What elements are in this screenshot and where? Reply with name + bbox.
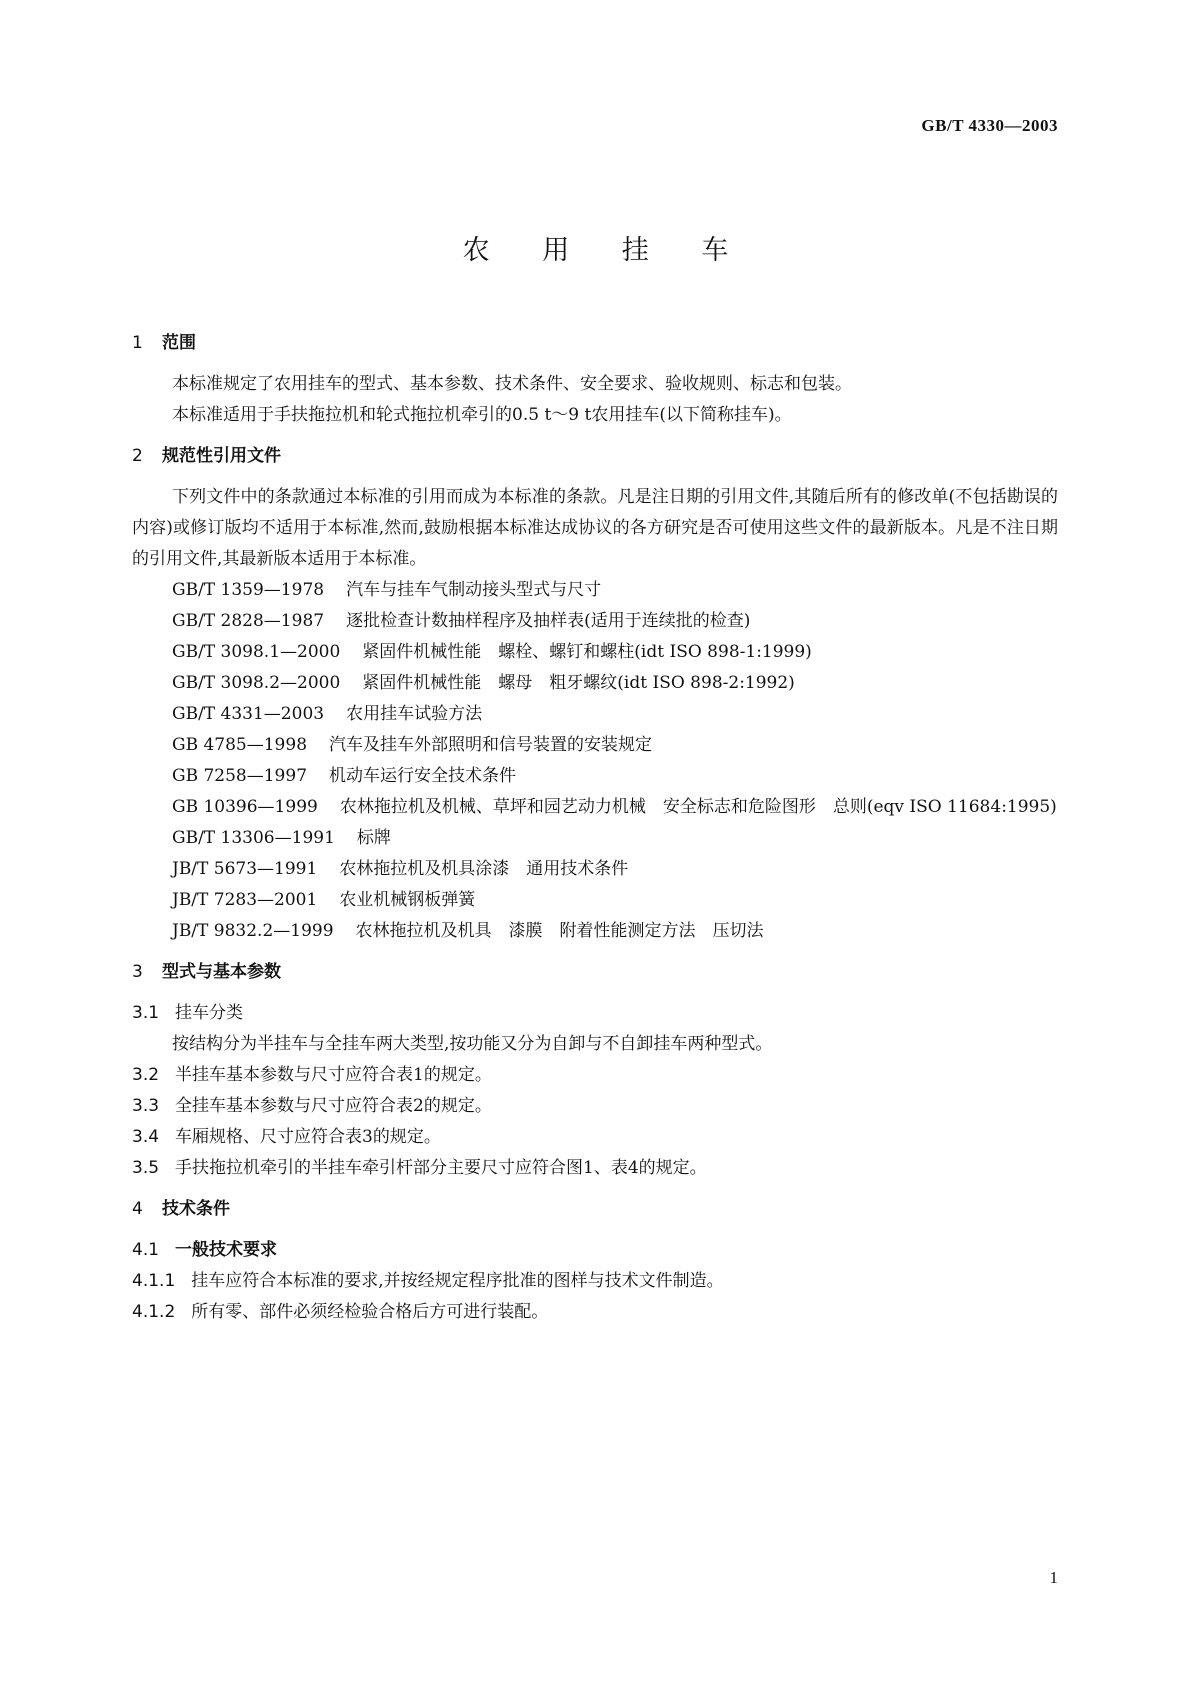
reference-title: 标牌 bbox=[356, 828, 391, 848]
paragraph: 本标准规定了农用挂车的型式、基本参数、技术条件、安全要求、验收规则、标志和包装。 bbox=[172, 374, 852, 394]
reference-code: GB/T 1359—1978 bbox=[172, 580, 325, 600]
paragraph: 下列文件中的条款通过本标准的引用而成为本标准的条款。凡是注日期的引用文件,其随后所有的修改单(不包括勘误的内容)或修订版均不适用于本标准,然而,鼓励根据本标准达成协议的各方研究是否可使用这些文件的最新版本。凡是不注日期的引用文件,其最新版本适用于本标准。 bbox=[132, 487, 1058, 569]
section-number: 1 bbox=[132, 333, 143, 353]
clause-number: 3.4 bbox=[132, 1127, 160, 1147]
section-3-heading bbox=[132, 957, 1058, 988]
document-title: 农 用 挂 车 bbox=[462, 235, 751, 266]
clause bbox=[132, 1235, 1058, 1266]
standard-code: GB/T 4330—2003 bbox=[921, 116, 1058, 135]
clause-text: 所有零、部件必须经检验合格后方可进行装配。 bbox=[191, 1302, 549, 1322]
reference-code: GB/T 3098.1—2000 bbox=[172, 642, 341, 662]
clause-text: 手扶拖拉机牵引的半挂车牵引杆部分主要尺寸应符合图1、表4的规定。 bbox=[175, 1158, 707, 1178]
clause bbox=[132, 1153, 1058, 1184]
section-title: 技术条件 bbox=[162, 1199, 230, 1219]
clause-number: 3.2 bbox=[132, 1065, 160, 1085]
reference-item bbox=[132, 761, 1058, 792]
reference-item bbox=[132, 916, 1058, 947]
reference-title: 农业机械钢板弹簧 bbox=[339, 890, 476, 910]
document-body bbox=[132, 328, 1058, 1328]
clause-text: 半挂车基本参数与尺寸应符合表1的规定。 bbox=[175, 1065, 492, 1085]
reference-code: GB/T 3098.2—2000 bbox=[172, 673, 341, 693]
clause bbox=[132, 1122, 1058, 1153]
reference-title: 农林拖拉机及机具涂漆 通用技术条件 bbox=[339, 859, 629, 879]
reference-item bbox=[132, 885, 1058, 916]
reference-item bbox=[132, 730, 1058, 761]
reference-title: 农林拖拉机及机具 漆膜 附着性能测定方法 压切法 bbox=[355, 921, 764, 941]
reference-code: JB/T 7283—2001 bbox=[172, 890, 318, 910]
section-title: 规范性引用文件 bbox=[162, 446, 281, 466]
clause-number: 4.1 bbox=[132, 1240, 160, 1260]
clause-number: 3.5 bbox=[132, 1158, 160, 1178]
reference-code: GB 10396—1999 bbox=[172, 797, 318, 817]
reference-item bbox=[132, 606, 1058, 637]
reference-title: 汽车与挂车气制动接头型式与尺寸 bbox=[346, 580, 602, 600]
clause-text: 全挂车基本参数与尺寸应符合表2的规定。 bbox=[175, 1096, 492, 1116]
reference-item bbox=[132, 823, 1058, 854]
clause bbox=[132, 1091, 1058, 1122]
reference-title: 农用挂车试验方法 bbox=[346, 704, 483, 724]
clause-text: 一般技术要求 bbox=[175, 1240, 278, 1260]
section-4-heading bbox=[132, 1194, 1058, 1225]
section-title: 范围 bbox=[162, 333, 196, 353]
reference-code: GB/T 4331—2003 bbox=[172, 704, 325, 724]
reference-code: JB/T 9832.2—1999 bbox=[172, 921, 334, 941]
reference-item bbox=[132, 854, 1058, 885]
paragraph: 按结构分为半挂车与全挂车两大类型,按功能又分为自卸与不自卸挂车两种型式。 bbox=[172, 1034, 773, 1054]
clause-text: 挂车分类 bbox=[175, 1003, 244, 1023]
reference-item bbox=[132, 575, 1058, 606]
reference-item bbox=[132, 699, 1058, 730]
reference-code: GB 4785—1998 bbox=[172, 735, 308, 755]
reference-title: 汽车及挂车外部照明和信号装置的安装规定 bbox=[329, 735, 653, 755]
clause bbox=[132, 998, 1058, 1029]
clause-number: 4.1.1 bbox=[132, 1271, 176, 1291]
paragraph: 本标准适用于手扶拖拉机和轮式拖拉机牵引的0.5 t～9 t农用挂车(以下简称挂车)。 bbox=[172, 405, 792, 425]
section-number: 4 bbox=[132, 1199, 143, 1219]
reference-item bbox=[132, 637, 1058, 668]
clause-number: 3.1 bbox=[132, 1003, 160, 1023]
reference-title: 逐批检查计数抽样程序及抽样表(适用于连续批的检查) bbox=[346, 611, 751, 631]
reference-title: 紧固件机械性能 螺栓、螺钉和螺柱(idt ISO 898-1:1999) bbox=[362, 642, 812, 662]
clause-number: 3.3 bbox=[132, 1096, 160, 1116]
section-2-heading bbox=[132, 441, 1058, 472]
clause-text: 挂车应符合本标准的要求,并按经规定程序批准的图样与技术文件制造。 bbox=[191, 1271, 724, 1291]
section-number: 2 bbox=[132, 446, 143, 466]
clause-text: 车厢规格、尺寸应符合表3的规定。 bbox=[175, 1127, 441, 1147]
reference-code: GB/T 2828—1987 bbox=[172, 611, 325, 631]
page-number: 1 bbox=[1049, 1568, 1058, 1587]
reference-title: 机动车运行安全技术条件 bbox=[329, 766, 517, 786]
clause bbox=[132, 1266, 1058, 1297]
clause bbox=[132, 1060, 1058, 1091]
section-title: 型式与基本参数 bbox=[162, 962, 281, 982]
section-1-heading bbox=[132, 328, 1058, 359]
reference-item bbox=[132, 668, 1058, 699]
section-number: 3 bbox=[132, 962, 143, 982]
reference-item bbox=[132, 792, 1058, 823]
reference-title: 农林拖拉机及机械、草坪和园艺动力机械 安全标志和危险图形 总则(eqv ISO 11684:1995) bbox=[339, 797, 1057, 817]
reference-code: GB 7258—1997 bbox=[172, 766, 308, 786]
clause bbox=[132, 1297, 1058, 1328]
reference-code: JB/T 5673—1991 bbox=[172, 859, 318, 879]
reference-title: 紧固件机械性能 螺母 粗牙螺纹(idt ISO 898-2:1992) bbox=[362, 673, 795, 693]
reference-code: GB/T 13306—1991 bbox=[172, 828, 335, 848]
clause-number: 4.1.2 bbox=[132, 1302, 176, 1322]
